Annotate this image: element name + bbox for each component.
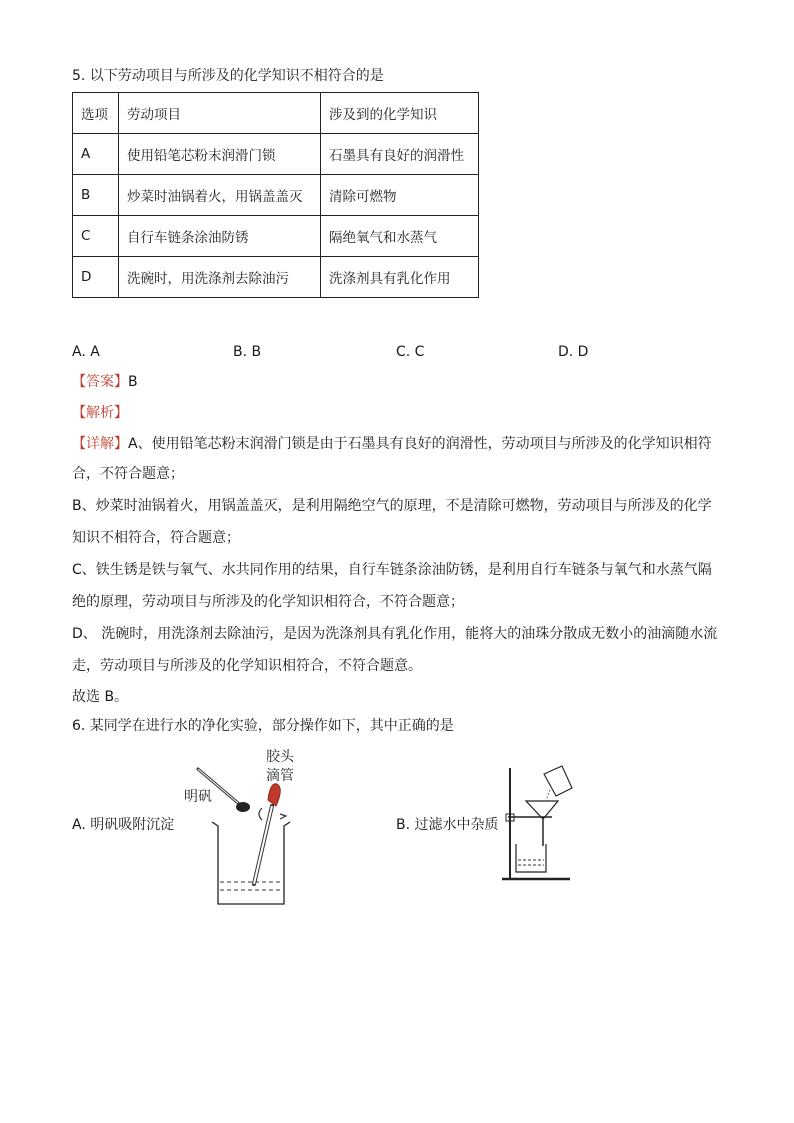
table-cell: 清除可燃物 <box>321 175 479 216</box>
q5-option-c: C. C <box>396 344 425 360</box>
q5-option-d: D. D <box>558 344 589 360</box>
detail-d2: 走，劳动项目与所涉及的化学知识相符合，不符合题意。 <box>72 658 422 674</box>
table-header-cell: 劳动项目 <box>119 93 321 134</box>
table-cell: 隔绝氧气和水蒸气 <box>321 216 479 257</box>
q6-option-b: B. 过滤水中杂质 <box>396 817 499 833</box>
table-cell: 洗碗时，用洗涤剂去除油污 <box>119 257 321 298</box>
label-dropper-1: 胶头 <box>266 749 294 765</box>
detail-a2: 合，不符合题意； <box>72 466 184 482</box>
table-row <box>73 134 479 175</box>
q5-option-a: A. A <box>72 344 100 360</box>
conclusion: 故选 B。 <box>72 689 129 705</box>
figure-alum-dropper-beaker <box>176 744 306 910</box>
detail-block <box>72 430 722 712</box>
detail-a-line <box>72 430 722 458</box>
detail-c: C、铁生锈是铁与氧气、水共同作用的结果，自行车链条涂油防锈，是利用自行车链条与氧气和水蒸气隔 <box>72 562 712 578</box>
table-row <box>73 175 479 216</box>
collecting-beaker-icon <box>516 844 546 872</box>
detail-c2: 绝的原理，劳动项目与所涉及的化学知识相符合，不符合题意； <box>72 594 464 610</box>
table-header-cell: 涉及到的化学知识 <box>321 93 479 134</box>
detail-a: A、使用铅笔芯粉末润滑门锁是由于石墨具有良好的润滑性，劳动项目与所涉及的化学知识相符 <box>128 436 712 452</box>
q5-table <box>72 92 479 298</box>
analysis-line <box>72 403 128 423</box>
table-row <box>73 216 479 257</box>
table-row <box>73 257 479 298</box>
pouring-beaker-icon <box>544 766 572 800</box>
detail-d: D、 洗碗时，用洗涤剂去除油污，是因为洗涤剂具有乳化作用，能将大的油珠分散成无数小的油滴随水流 <box>72 626 718 642</box>
answer-line <box>72 372 138 392</box>
table-header-row <box>73 93 479 134</box>
answer-label: 【答案】 <box>72 374 128 390</box>
table-cell: 自行车链条涂油防锈 <box>119 216 321 257</box>
analysis-label: 【解析】 <box>72 405 128 421</box>
table-cell: C <box>73 216 119 257</box>
q5-option-b: B. B <box>233 344 262 360</box>
funnel-icon <box>526 801 558 846</box>
table-header-cell: 选项 <box>73 93 119 134</box>
table-cell: A <box>73 134 119 175</box>
dropper-icon <box>254 784 286 884</box>
q5-stem: 5. 以下劳动项目与所涉及的化学知识不相符合的是 <box>72 68 384 84</box>
q6-stem: 6. 某同学在进行水的净化实验，部分操作如下，其中正确的是 <box>72 718 454 734</box>
label-dropper-2: 滴管 <box>266 768 294 784</box>
table-cell: D <box>73 257 119 298</box>
detail-b2: 知识不相符合，符合题意； <box>72 530 240 546</box>
detail-label: 【详解】 <box>72 436 128 452</box>
beaker-icon <box>212 822 290 904</box>
label-alum: 明矾 <box>184 789 212 805</box>
detail-b: B、炒菜时油锅着火，用锅盖盖灭，是利用隔绝空气的原理，不是清除可燃物，劳动项目与所涉及的化学 <box>72 498 712 514</box>
table-cell: 炒菜时油锅着火，用锅盖盖灭 <box>119 175 321 216</box>
table-cell: 石墨具有良好的润滑性 <box>321 134 479 175</box>
table-cell: 洗涤剂具有乳化作用 <box>321 257 479 298</box>
table-cell: 使用铅笔芯粉末润滑门锁 <box>119 134 321 175</box>
ring-stand-icon <box>502 768 570 879</box>
table-cell: B <box>73 175 119 216</box>
q6-option-a: A. 明矾吸附沉淀 <box>72 817 175 833</box>
figure-filtration <box>500 760 574 886</box>
answer-value: B <box>128 374 138 390</box>
